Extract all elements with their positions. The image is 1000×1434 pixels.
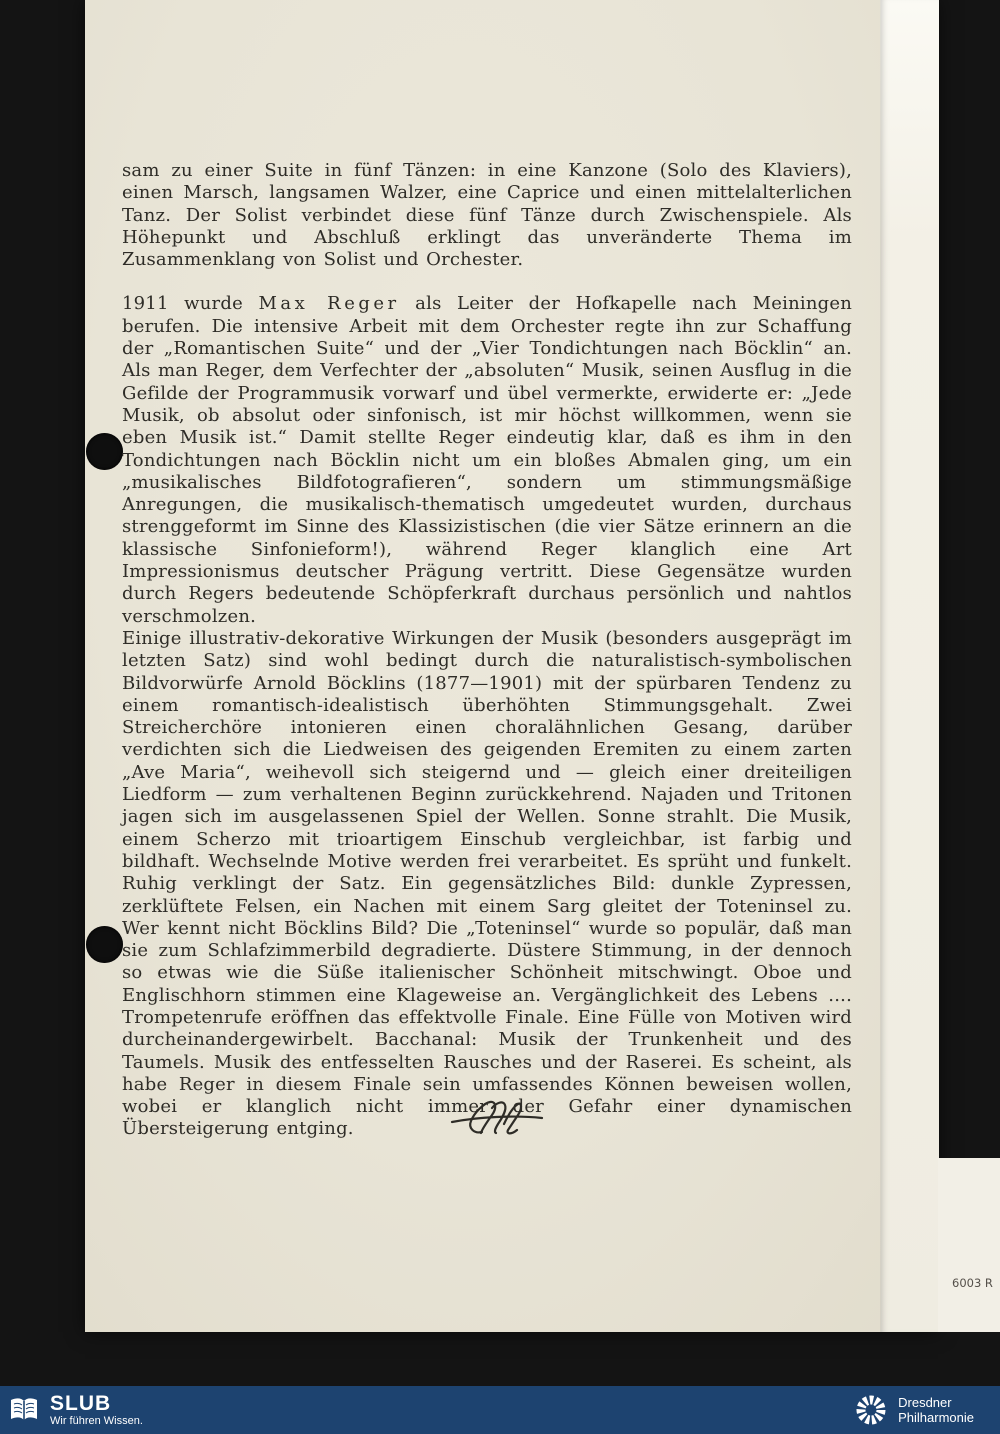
partner-text-group <box>898 1395 974 1425</box>
punch-hole-bottom <box>86 926 123 963</box>
partner-line2: Philharmonie <box>898 1410 974 1425</box>
partner-line1: Dresdner <box>898 1395 952 1410</box>
page-edge-strip <box>880 0 939 1332</box>
paragraph-2 <box>122 293 852 627</box>
slub-logo-text: SLUB <box>50 1391 112 1415</box>
page-corner <box>938 1158 1000 1332</box>
print-code: 6003 R <box>952 1276 993 1290</box>
open-book-icon <box>8 1394 40 1426</box>
paragraph-2-rest: als Leiter der Hofkapelle nach Meiningen berufen. Die intensive Arbeit mit dem Orchester regte ihn zur Schaffung der „Romantischen Suite“ und der „Vier Tondichtungen nach Böcklin“ an. Als man Reger, dem Verfechter der „absoluten“ Musik, seinen Ausflug in die Gefilde der Programmusik vorwarf und übel vermerkte, erwiderte er: „Jede Musik, ob absolut oder sinfonisch, ist mir höchst willkommen, wenn sie eben Musik ist.“ Damit stellte Reger eindeutig klar, daß es ihm in den Tondichtungen nach Böcklin nicht um ein bloßes Abmalen ging, um ein „musikalisches Bildfotografieren“, sondern um stimmungsmäßige Anregungen, die musikalisch-thematisch umgedeutet wurden, durchaus strenggeformt im Sinne des Klassizistischen (die vier Sätze erinnern an die klassische Sinfonieform!), während Reger klanglich eine Art Impressionismus deutscher Prägung vertritt. Diese Gegensätze wurden durch Regers bedeutende Schöpferkraft durchaus persönlich und nahtlos verschmolzen. <box>122 293 852 627</box>
person-name-spaced: Max Reger <box>258 293 400 315</box>
punch-hole-top <box>86 433 123 470</box>
slub-tagline: Wir führen Wissen. <box>50 1414 143 1427</box>
paragraph-3: Einige illustrativ-dekorative Wirkungen der Musik (besonders ausgeprägt im letzten Satz) sind wohl bedingt durch die naturalistisch-symbolischen Bildvorwürfe Arnold Böcklins (1877—1901) mit der spürbaren Tendenz zu einem romantisch-idealistisch überhöhten Stimmungsgehalt. Zwei Streicherchöre intonieren einen choralähnlichen Gesang, darüber verdichten sich die Liedweisen des geigenden Eremiten zu einem zarten „Ave Maria“, weihevoll sich steigernd und — gleich einer dreiteiligen Liedform — zum verhaltenen Beginn zurückkehrend. Najaden und Tritonen jagen sich im ausgelassenen Spiel der Wellen. Sonne strahlt. Die Musik, einem Scherzo mit trioartigem Einschub vergleichbar, ist farbig und bildhaft. Wechselnde Motive werden frei verarbeitet. Es sprüht und funkelt. Ruhig verklingt der Satz. Ein gegensätzliches Bild: dunkle Zypressen, zerklüftete Felsen, ein Nachen mit einem Sarg gleitet der Toteninsel zu. Wer kennt nicht Böcklins Bild? Die „Toteninsel“ wurde so populär, daß man sie zum Schlafzimmerbild degradierte. Düstere Stimmung, in der dennoch so etwas wie die Süße italienischer Schönheit mitschwingt. Oboe und Englischhorn stimmen eine Klageweise an. Vergänglichkeit des Lebens .... Trompetenrufe eröffnen das effektvolle Finale. Eine Fülle von Motiven wird durcheinandergewirbelt. Bacchanal: Musik der Trunkenheit und des Taumels. Musik des entfesselten Rausches und der Raserei. Es scheint, als habe Reger in diesem Finale sein umfassendes Können beweisen wollen, wobei er klanglich nicht immer der Gefahr einer dynamischen Übersteigerung entging. <box>122 627 852 1140</box>
rosette-icon <box>854 1393 888 1427</box>
slub-footer-bar <box>0 1386 1000 1434</box>
text-block <box>122 160 852 1141</box>
paragraph-1: sam zu einer Suite in fünf Tänzen: in eine Kanzone (Solo des Klaviers), einen Marsch, langsamen Walzer, eine Caprice und einen mittelalterlichen Tanz. Der Solist verbindet diese fünf Tänze durch Zwischenspiele. Als Höhepunkt und Abschluß erklingt das unveränderte Thema im Zusammenklang von Solist und Orchester. <box>122 160 852 271</box>
handwritten-flourish-icon <box>438 1096 556 1142</box>
slub-text-group <box>50 1393 143 1428</box>
slub-brand <box>0 1393 143 1428</box>
paragraph-2-prefix: 1911 wurde <box>122 293 259 315</box>
partner-brand <box>854 1393 1000 1427</box>
